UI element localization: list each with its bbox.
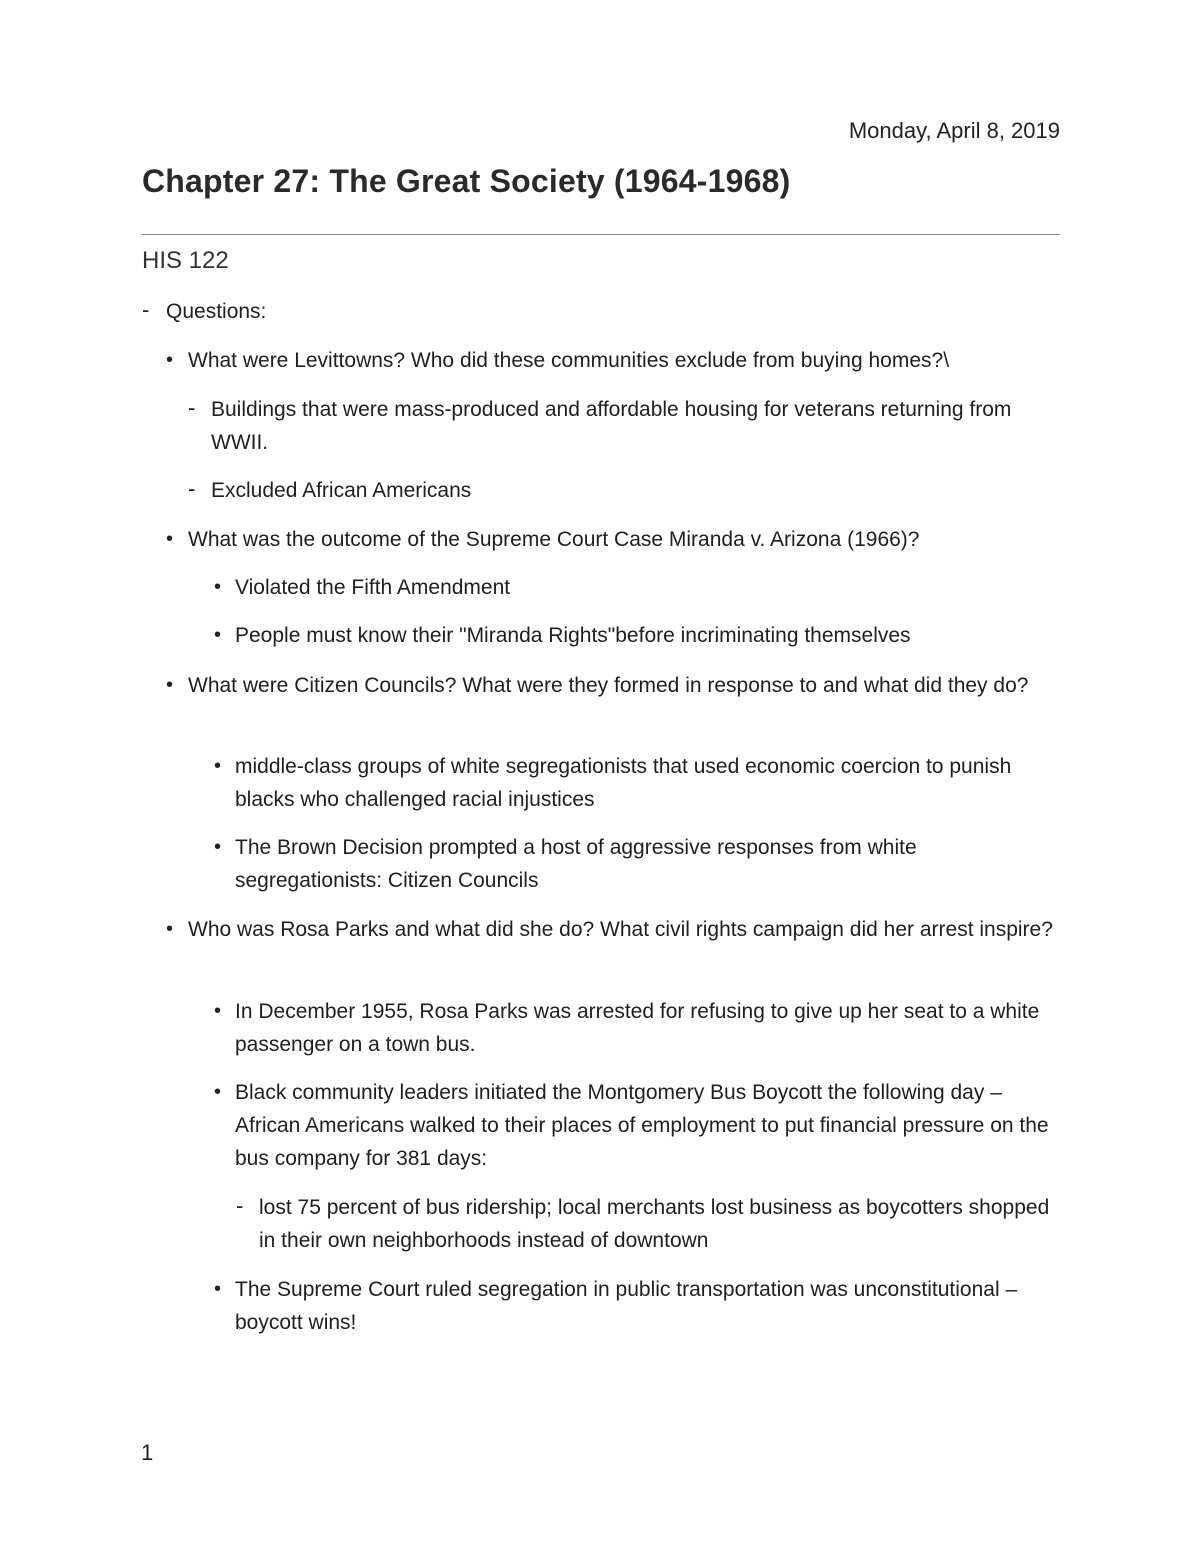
answer-citizen-councils-brown: The Brown Decision prompted a host of aggressive responses from white segregationists: Citizen Councils	[235, 836, 917, 892]
title-divider	[142, 234, 1060, 235]
question-levittowns: What were Levittowns? Who did these communities exclude from buying homes?\	[188, 349, 950, 372]
question-rosa-parks: Who was Rosa Parks and what did she do? What civil rights campaign did her arrest inspire?	[188, 918, 1053, 941]
bullet-marker: •	[214, 1081, 222, 1103]
note-date: Monday, April 8, 2019	[848, 118, 1060, 143]
answer-citizen-councils-definition: middle-class groups of white segregationists that used economic coercion to punish blacks who challenged racial injustices	[235, 755, 1012, 811]
dash-marker: -	[188, 476, 196, 501]
answer-levittowns-exclusion: Excluded African Americans	[211, 479, 472, 502]
answer-levittowns-definition: Buildings that were mass-produced and affordable housing for veterans returning from WWII.	[211, 398, 1012, 454]
page-number: 1	[141, 1440, 154, 1465]
dash-marker: -	[142, 297, 150, 322]
bullet-marker: •	[214, 836, 222, 858]
bullet-marker: •	[166, 918, 174, 940]
questions-label: Questions:	[166, 300, 267, 323]
answer-miranda-rights: People must know their "Miranda Rights"before incriminating themselves	[235, 624, 911, 647]
bullet-marker: •	[166, 349, 174, 371]
answer-miranda-fifth-amendment: Violated the Fifth Amendment	[235, 576, 511, 599]
dash-marker: -	[236, 1193, 244, 1218]
question-miranda: What was the outcome of the Supreme Court Case Miranda v. Arizona (1966)?	[188, 528, 920, 551]
bullet-marker: •	[214, 1278, 222, 1300]
page-title: Chapter 27: The Great Society (1964-1968)	[142, 163, 791, 199]
answer-supreme-court-ruling: The Supreme Court ruled segregation in public transportation was unconstitutional – boycott wins!	[235, 1278, 1018, 1334]
course-code: HIS 122	[142, 247, 229, 274]
bullet-marker: •	[166, 674, 174, 696]
answer-montgomery-boycott: Black community leaders initiated the Montgomery Bus Boycott the following day – African Americans walked to their places of employment to put financial pressure on the bus company for 381 days:	[235, 1081, 1049, 1170]
dash-marker: -	[188, 395, 196, 420]
answer-rosa-parks-arrest: In December 1955, Rosa Parks was arrested for refusing to give up her seat to a white passenger on a town bus.	[235, 1000, 1040, 1056]
bullet-marker: •	[166, 528, 174, 550]
bullet-marker: •	[214, 624, 222, 646]
bullet-marker: •	[214, 1000, 222, 1022]
question-citizen-councils: What were Citizen Councils? What were they formed in response to and what did they do?	[188, 674, 1029, 697]
bullet-marker: •	[214, 576, 222, 598]
answer-boycott-impact: lost 75 percent of bus ridership; local merchants lost business as boycotters shopped in their own neighborhoods instead of downtown	[259, 1196, 1050, 1252]
bullet-marker: •	[214, 755, 222, 777]
